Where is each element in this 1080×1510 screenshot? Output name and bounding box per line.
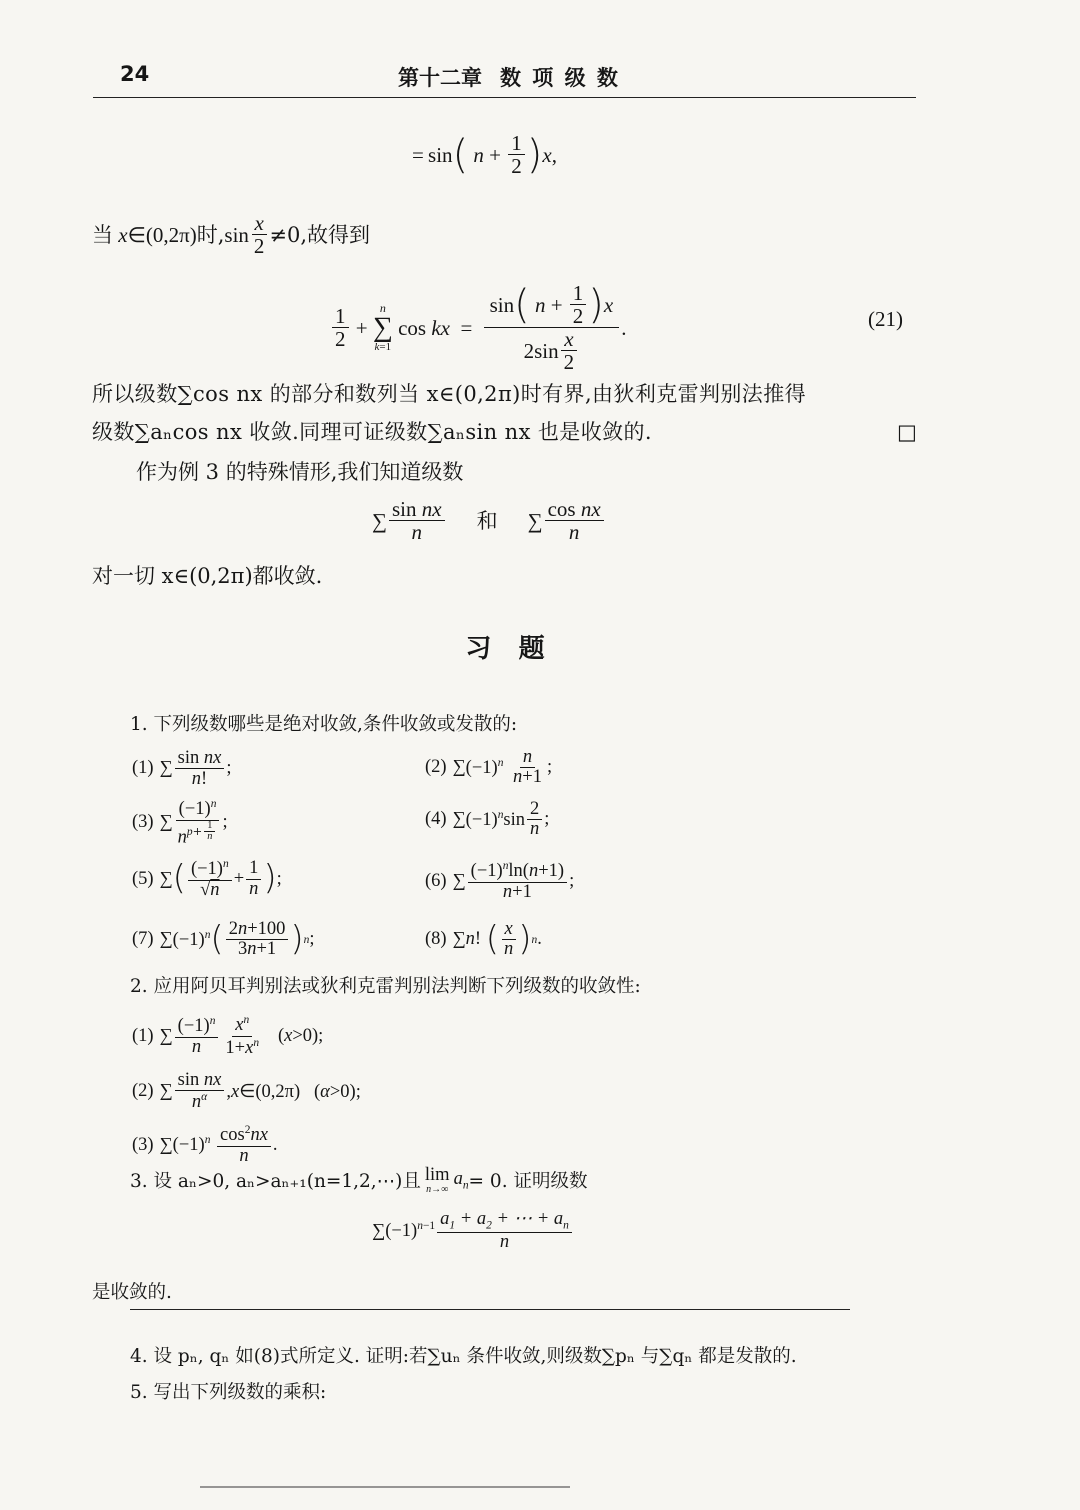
when-middle: 时, (196, 222, 225, 247)
item-label: (2) (132, 1081, 154, 1101)
paragraph-converge: 对一切 x∈(0,2π)都收敛. (92, 564, 323, 588)
item-label: (2) (425, 757, 447, 778)
header-rule (93, 97, 916, 98)
item-label: (4) (425, 809, 447, 830)
question-1: 1. 下列级数哪些是绝对收敛,条件收敛或发散的: (130, 714, 518, 735)
question-5: 5. 写出下列级数的乘积: (130, 1382, 327, 1403)
q1-item-6: (6) ∑ $\frac{(-1)^n\ln(n+1)}{n+1}$ ; (425, 860, 575, 902)
question-3: 3. 设 aₙ>0, aₙ>aₙ₊₁(n=1,2,⋯)且 lim n→∞ $a_n$ = 0. 证明级数 (130, 1165, 588, 1195)
q3-text: 3. 设 aₙ>0, aₙ>aₙ₊₁(n=1,2,⋯)且 (130, 1171, 421, 1193)
item-label: (7) (132, 929, 154, 950)
q1-item-3: (3) ∑ $(-1)^n$ $n^{p+ \frac{1}{n}}$ ; (132, 798, 228, 848)
q1-item-5: (5) ∑ ( $\frac{(-1)^n}{√n}$ + $\frac{1}{n}$ ) ; (132, 858, 282, 900)
when-prefix: 当 (92, 222, 113, 247)
neq-zero: ≠0,故得到 (269, 222, 371, 247)
item-label: (6) (425, 870, 447, 891)
equation-number: (21) (868, 307, 903, 331)
q2-item-3: (3) ∑ $(-1)^n$ $\frac{\cos^2nx}{n}$ . (132, 1124, 278, 1166)
q2-item-1: (1) ∑ $\frac{(-1)^n}{n}$ $\frac{x^n}{1+x^n}$ (x>0); (132, 1014, 324, 1058)
page-number: 24 (120, 62, 150, 86)
q1-item-8: (8) ∑ n ! ( $\frac{x}{n}$ ) n . (425, 919, 542, 960)
formula-series-pair: ∑ $\frac{\text{sin nx}}{n}$ 和 ∑ $\frac{\text{cos nx}}{n}$ (372, 498, 606, 543)
scan-artifact-line (200, 1486, 570, 1488)
item-label: (3) (132, 812, 154, 833)
condition-line: 当 x ∈(0,2π) 时, sin $\frac{x}{2}$ ≠0,故得到 (92, 211, 371, 259)
item-label: (3) (132, 1134, 154, 1155)
q3-tail: = 0. 证明级数 (468, 1171, 588, 1193)
q1-item-4: (4) ∑ $(-1)^n\sin$ $\frac{2}{n}$ ; (425, 799, 550, 840)
q1-item-1: (1) ∑ $\frac{\text{sin nx}}{n!}$ ; (132, 748, 232, 790)
question-4: 4. 设 pₙ, qₙ 如(8)式所定义. 证明:若∑uₙ 条件收敛,则级数∑pₙ 与∑qₙ 都是发散的. (130, 1346, 797, 1367)
q1-item-7: (7) ∑ $(-1)^n$ ( $\frac{2n+100}{3n+1}$ ) n ; (132, 919, 315, 960)
formula-sin-half: = sin ( n + $\frac{1}{2}$ ) x , (412, 131, 557, 179)
item-label: (8) (425, 929, 447, 950)
paragraph-line-2: 级数∑aₙcos nx 收敛.同理可证级数∑aₙsin nx 也是收敛的. (92, 420, 652, 444)
qed-symbol: □ (897, 420, 917, 444)
item-label: (1) (132, 758, 154, 779)
question-2: 2. 应用阿贝耳判别法或狄利克雷判别法判断下列级数的收敛性: (130, 976, 641, 997)
q1-item-2: (2) ∑ $(-1)^n$ $\frac{n}{n+1}$ ; (425, 747, 553, 788)
paragraph-special-case: 作为例 3 的特殊情形,我们知道级数 (136, 460, 464, 484)
q2-item-2: (2) ∑ $\frac{\text{sin nx}}{n^\alpha}$ ,x∈(0,2π) (α>0); (132, 1070, 361, 1113)
chapter-label: 第十二章 (398, 66, 482, 90)
q3-end: 是收敛的. (92, 1282, 172, 1303)
and-word: 和 (476, 508, 498, 533)
equation-21: $\frac{1}{2}$ + n ∑ k=1 cos kx = sin ( n + $\frac{1}{2}$ ) x 2sin $\frac{x}{2}$ . (330, 282, 626, 373)
item-label: (1) (132, 1025, 154, 1046)
chapter-title: 数 项 级 数 (500, 66, 620, 90)
item-label: (5) (132, 868, 154, 889)
separator-rule (130, 1309, 850, 1310)
exercises-title: 习 题 (465, 634, 545, 664)
q3-series: ∑ $(-1)^{n-1}$ $\frac{a_1 + a_2 + \cdots + a_n}{n}$ (372, 1210, 574, 1252)
paragraph-line-1: 所以级数∑cos nx 的部分和数列当 x∈(0,2π)时有界,由狄利克雷判别法推得 (92, 382, 807, 406)
